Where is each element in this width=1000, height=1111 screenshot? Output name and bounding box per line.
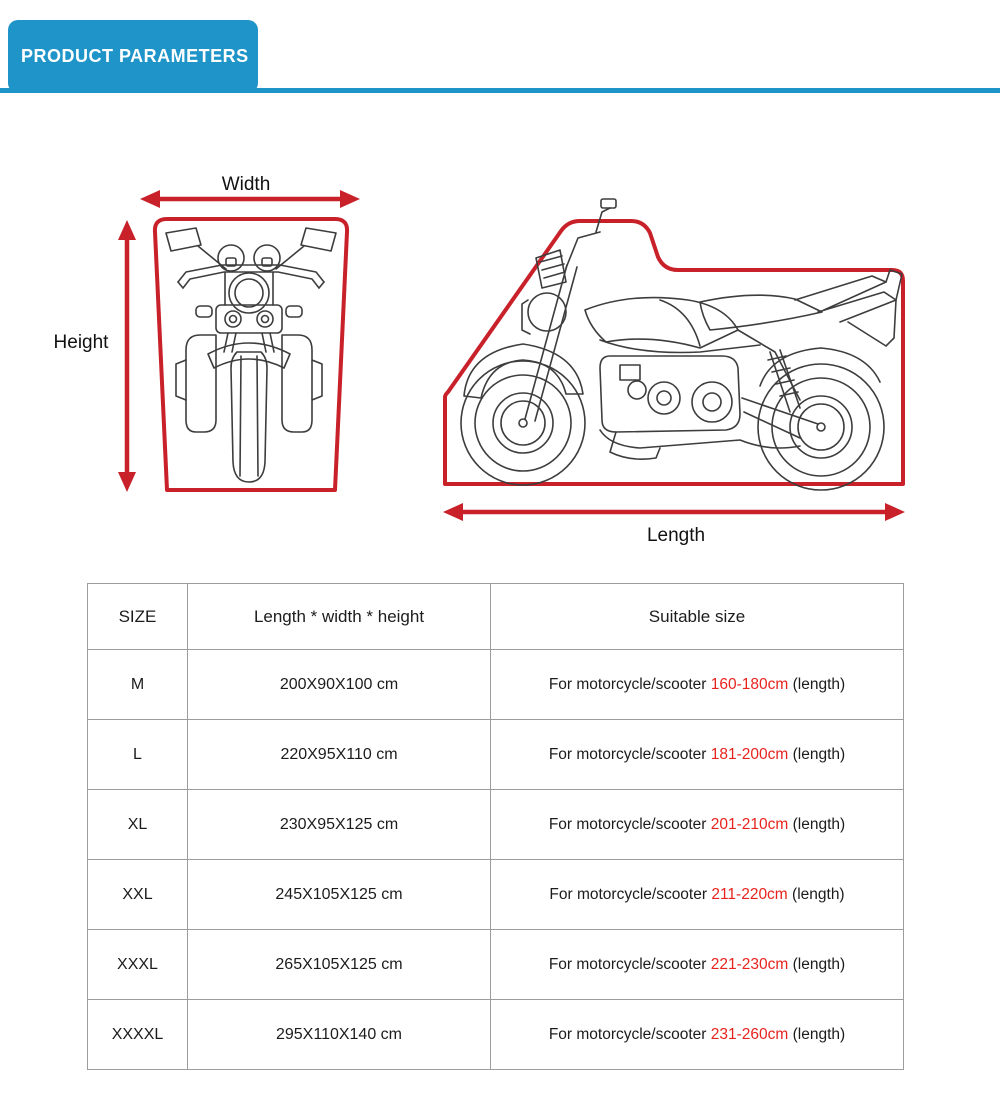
suitable-size-value <box>491 1000 904 1070</box>
size-table-header-row <box>88 584 904 650</box>
suitable-suffix: (length) <box>788 745 846 763</box>
side-view-diagram <box>443 199 905 546</box>
suitable-prefix: For motorcycle/scooter <box>548 745 711 763</box>
dimensions-value: 295X110X140 cm <box>188 1000 491 1070</box>
suitable-size-value <box>491 650 904 720</box>
suitable-range: 211-220cm <box>711 885 788 903</box>
front-view-diagram <box>54 174 360 492</box>
table-row-l <box>88 720 904 790</box>
size-value: XXXL <box>88 930 188 1000</box>
suitable-prefix: For motorcycle/scooter <box>548 955 711 973</box>
length-arrow-icon <box>443 503 905 521</box>
suitable-suffix: (length) <box>788 1025 846 1043</box>
size-value: XL <box>88 790 188 860</box>
cover-outline-front <box>155 219 347 490</box>
page-title: PRODUCT PARAMETERS <box>21 46 249 66</box>
table-row-xxxxl <box>88 1000 904 1070</box>
suitable-range: 231-260cm <box>710 1025 789 1043</box>
suitable-size-value <box>491 930 904 1000</box>
dimensions-value: 200X90X100 cm <box>188 650 491 720</box>
column-header-suitable: Suitable size <box>491 584 904 650</box>
size-value: M <box>88 650 188 720</box>
suitable-range: 201-210cm <box>710 815 789 833</box>
motorcycle-side-sketch <box>461 199 902 490</box>
length-label: Length <box>646 525 706 546</box>
size-value: L <box>88 720 188 790</box>
suitable-prefix: For motorcycle/scooter <box>548 1025 711 1043</box>
dimensions-value: 245X105X125 cm <box>188 860 491 930</box>
suitable-suffix: (length) <box>787 885 845 903</box>
dimensions-value: 265X105X125 cm <box>188 930 491 1000</box>
suitable-range: 221-230cm <box>710 955 789 973</box>
width-label: Width <box>221 174 271 195</box>
column-header-size: SIZE <box>88 584 188 650</box>
suitable-size-value <box>491 860 904 930</box>
table-row-xxxl <box>88 930 904 1000</box>
size-table <box>87 583 904 1070</box>
table-row-m <box>88 650 904 720</box>
suitable-size-value <box>491 790 904 860</box>
suitable-range: 160-180cm <box>710 675 789 693</box>
height-label: Height <box>53 332 109 353</box>
suitable-prefix: For motorcycle/scooter <box>548 675 711 693</box>
dimensions-value: 220X95X110 cm <box>188 720 491 790</box>
suitable-suffix: (length) <box>788 675 846 693</box>
column-header-dimensions: Length * width * height <box>188 584 491 650</box>
suitable-prefix: For motorcycle/scooter <box>548 815 711 833</box>
suitable-suffix: (length) <box>788 955 846 973</box>
suitable-size-value <box>491 720 904 790</box>
table-row-xl <box>88 790 904 860</box>
suitable-prefix: For motorcycle/scooter <box>549 885 712 903</box>
dimensions-value: 230X95X125 cm <box>188 790 491 860</box>
height-arrow-icon <box>118 220 136 492</box>
suitable-suffix: (length) <box>788 815 846 833</box>
size-value: XXXXL <box>88 1000 188 1070</box>
size-value: XXL <box>88 860 188 930</box>
table-row-xxl <box>88 860 904 930</box>
motorcycle-front-sketch <box>166 228 336 482</box>
suitable-range: 181-200cm <box>710 745 789 763</box>
